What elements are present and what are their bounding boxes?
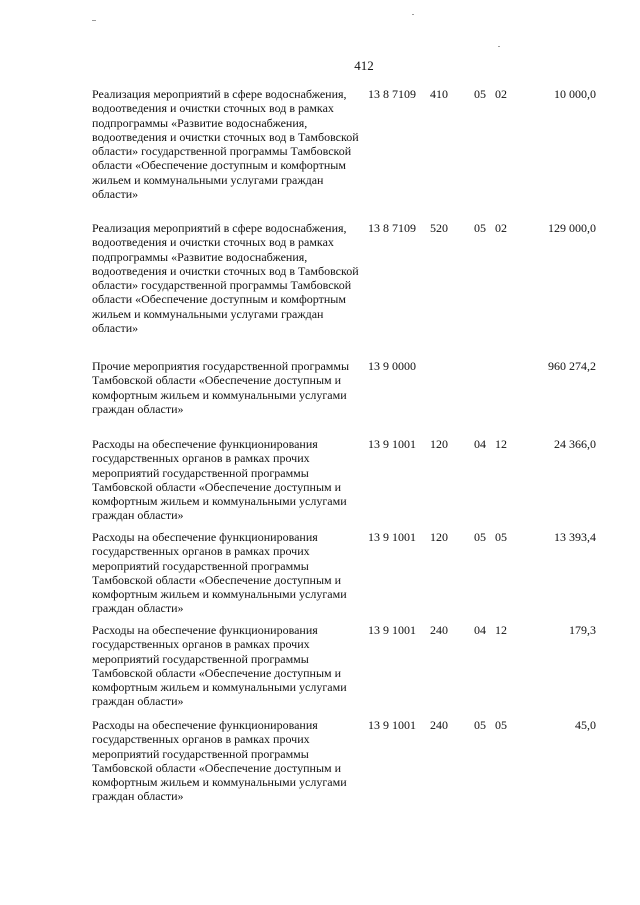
amount: 179,3 (569, 623, 596, 637)
section-subsection-code: 05 02 (474, 221, 507, 235)
row-description: Реализация мероприятий в сфере водоснабжения, водоотведения и очистки сточных вод в рамках подпрограммы «Развитие водоснабжения, водоотведения и очистки сточных вод в Тамбовской области» государственной программы Тамбовской области «Обеспечение доступным и комфортным жильем и коммунальными услугами граждан области» (92, 87, 359, 202)
amount: 13 393,4 (554, 530, 596, 544)
section-subsection-code: 05 05 (474, 530, 507, 544)
amount: 10 000,0 (554, 87, 596, 101)
table-row (0, 221, 640, 356)
row-description: Реализация мероприятий в сфере водоснабжения, водоотведения и очистки сточных вод в рамках подпрограммы «Развитие водоснабжения, водоотведения и очистки сточных вод в Тамбовской области» государственной программы Тамбовской области «Обеспечение доступным и комфортным жильем и коммунальными услугами граждан области» (92, 221, 359, 336)
target-article-code: 13 9 1001 (368, 530, 416, 544)
target-article-code: 13 8 7109 (368, 221, 416, 235)
row-description: Расходы на обеспечение функционирования государственных органов в рамках прочих мероприятий государственной программы Тамбовской области «Обеспечение доступным и комфортным жильем и коммунальными услугами граждан области» (92, 530, 347, 616)
target-article-code: 13 9 1001 (368, 437, 416, 451)
section-subsection-code: 05 05 (474, 718, 507, 732)
target-article-code: 13 9 1001 (368, 623, 416, 637)
expense-type-code: 410 (430, 87, 448, 101)
target-article-code: 13 9 1001 (368, 718, 416, 732)
expense-type-code: 520 (430, 221, 448, 235)
table-row (0, 437, 640, 527)
section-subsection-code: 05 02 (474, 87, 507, 101)
expense-type-code: 120 (430, 530, 448, 544)
row-description: Прочие мероприятия государственной программы Тамбовской области «Обеспечение доступным и комфортным жильем и коммунальными услугами граждан области» (92, 359, 350, 416)
table-row (0, 718, 640, 810)
expense-type-code: 120 (430, 437, 448, 451)
expense-type-code: 240 (430, 623, 448, 637)
scan-speck (92, 20, 96, 21)
target-article-code: 13 9 0000 (368, 359, 416, 373)
amount: 24 366,0 (554, 437, 596, 451)
section-subsection-code: 04 12 (474, 623, 507, 637)
row-description: Расходы на обеспечение функционирования государственных органов в рамках прочих мероприятий государственной программы Тамбовской области «Обеспечение доступным и комфортным жильем и коммунальными услугами граждан области» (92, 437, 347, 523)
page-number: 412 (354, 58, 374, 73)
row-description: Расходы на обеспечение функционирования государственных органов в рамках прочих мероприятий государственной программы Тамбовской области «Обеспечение доступным и комфортным жильем и коммунальными услугами граждан области» (92, 623, 347, 709)
section-subsection-code: 04 12 (474, 437, 507, 451)
target-article-code: 13 8 7109 (368, 87, 416, 101)
row-description: Расходы на обеспечение функционирования государственных органов в рамках прочих мероприятий государственной программы Тамбовской области «Обеспечение доступным и комфортным жильем и коммунальными услугами граждан области» (92, 718, 347, 804)
table-row (0, 359, 640, 434)
table-row (0, 530, 640, 620)
scan-speck (412, 14, 414, 15)
budget-table (0, 87, 640, 813)
amount: 129 000,0 (548, 221, 596, 235)
expense-type-code: 240 (430, 718, 448, 732)
table-row (0, 623, 640, 715)
scan-speck (498, 46, 500, 47)
amount: 960 274,2 (548, 359, 596, 373)
amount: 45,0 (575, 718, 596, 732)
table-row (0, 87, 640, 218)
